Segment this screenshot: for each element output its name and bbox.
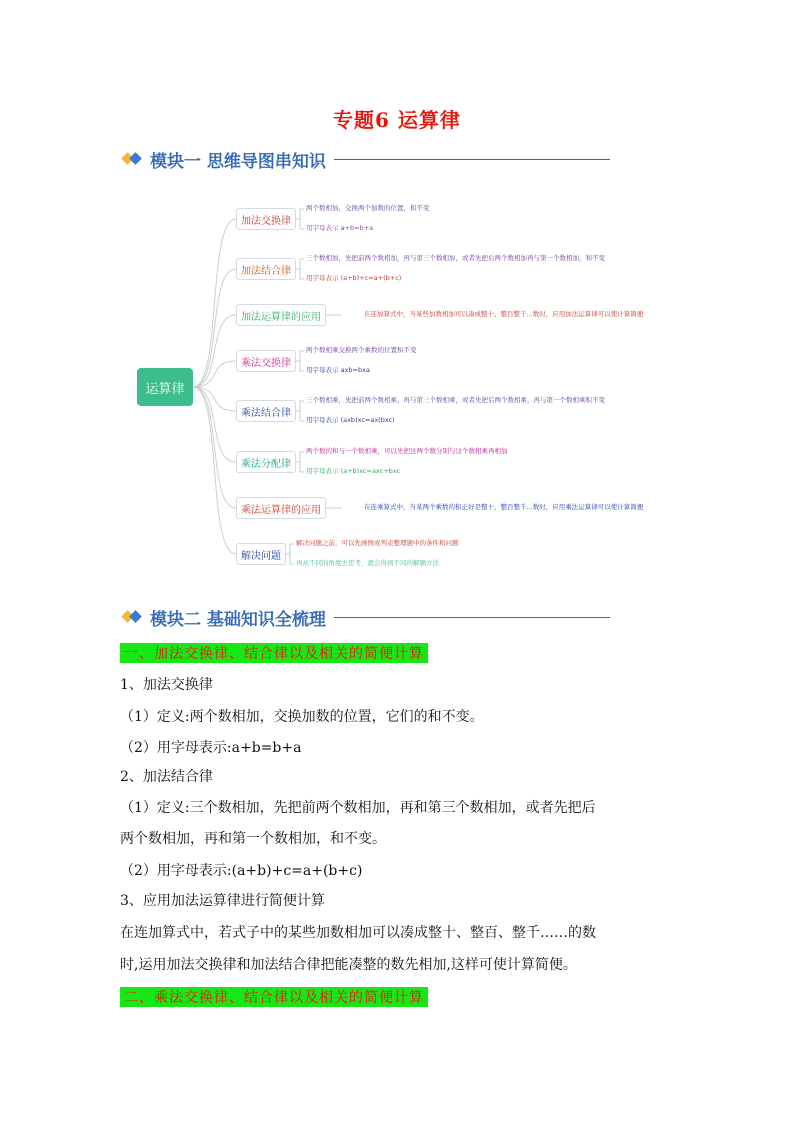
section1-line: （2）用字母表示:a+b=b+a (120, 740, 302, 756)
mindmap-leaf: 两个数相乘交换两个乘数的位置积不变 (306, 346, 417, 354)
mindmap-leaf: 在连加算式中，当某些加数相加可以凑成整十、整百整千...数时，应用加法运算律可以使计算简便 (364, 310, 644, 318)
section1-line: 两个数相加，再和第一个数相加，和不变。 (120, 831, 386, 847)
mindmap-leaf: 解决问题之前，可以先画图或列表整理题中的条件和问题 (296, 539, 459, 547)
mindmap-branch: 加法交换律 (236, 208, 296, 230)
section2-heading: 二、乘法交换律、结合律以及相关的简便计算 (120, 987, 428, 1007)
mindmap-bracket (296, 209, 304, 229)
mindmap-branch: 乘法结合律 (236, 400, 296, 422)
page-title: 专题6 运算律 (333, 108, 461, 132)
section1-heading: 一、加法交换律、结合律以及相关的简便计算 (120, 643, 428, 663)
mindmap-leaf: 三个数相加，先把前两个数相加，再与第三个数相加，或者先把后两个数相加再与第一个数相加，和不变 (306, 254, 605, 262)
mindmap-bracket (296, 351, 304, 371)
mindmap-connector (193, 269, 236, 387)
mindmap-connector (193, 387, 236, 508)
module1-title: 模块一 思维导图串知识 (150, 151, 326, 172)
mindmap-branch: 乘法交换律 (236, 350, 296, 372)
module2-header (122, 606, 610, 628)
mindmap-branch: 乘法运算律的应用 (236, 497, 326, 519)
section1-line: （2）用字母表示:(a+b)+c=a+(b+c) (120, 863, 363, 879)
section1-line: 2、加法结合律 (120, 769, 213, 785)
mindmap-leaf: 两个数的和与一个数相乘，可以先把这两个数分别与这个数相乘再相加 (306, 447, 508, 455)
mindmap-bracket (296, 401, 304, 421)
mindmap-branch: 解决问题 (236, 543, 286, 565)
section1-line: 1、加法交换律 (120, 677, 213, 693)
double-diamond-icon (122, 610, 144, 624)
mindmap-branch: 乘法分配律 (236, 451, 296, 473)
mindmap-leaf: 用字母表示 (a+b)xc=axc+bxc (306, 467, 401, 475)
mindmap-leaf: 用字母表示 (axb)xc=ax(bxc) (306, 416, 395, 424)
section1-line: （1）定义:三个数相加，先把前两个数相加，再和第三个数相加，或者先把后 (120, 800, 596, 816)
mindmap-bracket (286, 544, 294, 564)
section1-line: 时,运用加法交换律和加法结合律把能凑整的数先相加,这样可使计算简便。 (120, 957, 577, 973)
section1-line: （1）定义:两个数相加，交换加数的位置，它们的和不变。 (120, 709, 484, 725)
mindmap-center: 运算律 (137, 368, 193, 406)
mindmap-leaf: 用字母表示 (a+b)+c=a+(b+c) (306, 274, 402, 282)
mindmap-bracket (296, 452, 304, 472)
mindmap-leaf: 用字母表示 axb=bxa (306, 366, 370, 374)
mindmap-leaf: 在连乘算式中，当某两个乘数的积正好是整十、整百整千...数时，应用乘法运算律可以使计算简便 (364, 503, 644, 511)
section1-line: 在连加算式中，若式子中的某些加数相加可以凑成整十、整百、整千……的数 (120, 925, 596, 941)
mindmap-leaf: 用字母表示 a+b=b+a (306, 224, 374, 232)
module2-rule (334, 617, 610, 618)
mindmap-leaf: 三个数相乘，先把前两个数相乘，再与第三个数相乘，或者先把后两个数相乘，再与第一个数相乘积不变 (306, 396, 605, 404)
mindmap-branch: 加法结合律 (236, 258, 296, 280)
module2-title: 模块二 基础知识全梳理 (150, 609, 326, 630)
mindmap-bracket (296, 259, 304, 279)
mindmap-connector (193, 387, 236, 554)
mindmap-leaf: 再从不同的角度去思考，就会得到不同的解题方法 (296, 559, 439, 567)
section1-line: 3、应用加法运算律进行简便计算 (120, 893, 325, 909)
mindmap-leaf: 两个数相加，交换两个加数的位置，和不变 (306, 204, 430, 212)
mindmap-branch: 加法运算律的应用 (236, 304, 326, 326)
